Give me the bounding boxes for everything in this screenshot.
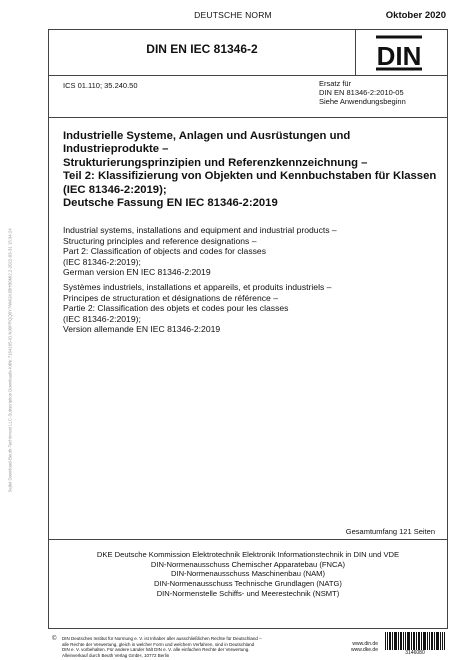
website-dke-link[interactable]: www.dke.de: [351, 647, 378, 653]
copyright-line: alle Rechte der Verwertung, gleich in welcher Form und welchem Verfahren, sind in Deutschland: [62, 641, 255, 647]
replacement-info: [319, 79, 406, 106]
title-line: Industrielle Systeme, Anlagen und Ausrüstungen und: [63, 130, 351, 142]
copyright-line: Alleinverkauf durch Beuth Verlag GmbH, 10772 Berlin: [62, 652, 170, 658]
title-line: Part 2: Classification of objects and codes for classes: [63, 246, 267, 257]
standard-frame: [48, 29, 448, 629]
title-line: Structuring principles and reference designations –: [63, 235, 257, 246]
ics-codes: ICS 01.110; 35.240.50: [63, 81, 138, 90]
committee-line: DIN-Normenausschuss Maschinenbau (NAM): [170, 569, 326, 579]
title-line: (IEC 81346-2:2019);: [63, 256, 141, 267]
title-line: Version allemande EN IEC 81346-2:2019: [63, 324, 221, 335]
meta-divider: [49, 117, 447, 118]
standard-number: DIN EN IEC 81346-2: [146, 42, 258, 56]
document-type-label: DEUTSCHE NORM: [194, 10, 272, 20]
title-line: Systèmes industriels, installations et appareils, et produits industriels –: [63, 282, 332, 292]
committee-line: DIN-Normenausschuss Chemischer Apparatebau (FNCA): [150, 559, 346, 569]
copyright-line: DIN e. V. vorbehalten. Für andere Länder hält DIN e. V. alle einfachen Rechte der Verwertung.: [62, 647, 250, 653]
title-line: Partie 2: Classification des objets et codes pour les classes: [63, 303, 289, 314]
website-din-link[interactable]: www.din.de: [352, 641, 378, 647]
din-logo-text: DIN: [376, 41, 422, 71]
committee-line: DIN-Normenausschuss Technische Grundlagen (NATG): [154, 579, 342, 589]
title-english: [63, 225, 443, 278]
header-divider: [49, 75, 447, 76]
title-line: (IEC 81346-2:2019);: [63, 313, 141, 324]
title-line: German version EN IEC 81346-2:2019: [63, 267, 211, 278]
committees-list: [49, 550, 447, 599]
copyright-notice: [62, 636, 342, 658]
committee-line: DIN-Normenstelle Schiffs- und Meerestechnik (NSMT): [156, 588, 340, 598]
copyright-symbol: ©: [52, 636, 57, 642]
copyright-line: DIN Deutsches Institut für Normung e. V. ist Inhaber aller ausschließlichen Rechte für Deutschland –: [62, 636, 262, 641]
title-line: Strukturierungsprinzipien und Referenzkennzeichnung –: [63, 156, 368, 169]
title-line: (IEC 81346-2:2019);: [63, 183, 167, 196]
total-pages: Gesamtumfang 121 Seiten: [345, 527, 435, 536]
din-logo: [368, 35, 430, 71]
replaces-line: Siehe Anwendungsbeginn: [319, 97, 406, 106]
replaces-line: DIN EN 81346-2:2010-05: [319, 88, 404, 97]
barcode: [385, 632, 445, 650]
title-german: [63, 130, 443, 210]
title-line: Principes de structuration et désignations de référence –: [63, 292, 278, 303]
title-line: Industrieprodukte –: [63, 143, 169, 156]
title-line: Industrial systems, installations and equipment and industrial products –: [63, 225, 337, 235]
pages-divider: [49, 539, 447, 540]
websites: [350, 641, 378, 653]
replaces-line: Ersatz für: [319, 79, 352, 88]
side-watermark: Sejlet Download-Beuth-Techinvest LLC-Subscription Downloads-KdNr.7164165-ID.NJ0PRQQ0Y7NMGKJBHB0MI2.2-2022-03-31 15:34:24: [7, 228, 13, 493]
committee-line: DKE Deutsche Kommission Elektrotechnik Elektronik Informationstechnik in DIN und VDE: [96, 550, 400, 559]
publication-date: Oktober 2020: [385, 10, 446, 21]
barcode-number: 3146080: [405, 650, 425, 656]
title-french: [63, 282, 443, 335]
title-line: Teil 2: Klassifizierung von Objekten und Kennbuchstaben für Klassen: [63, 170, 437, 183]
logo-divider: [355, 30, 356, 76]
title-line: Deutsche Fassung EN IEC 81346-2:2019: [63, 197, 278, 210]
